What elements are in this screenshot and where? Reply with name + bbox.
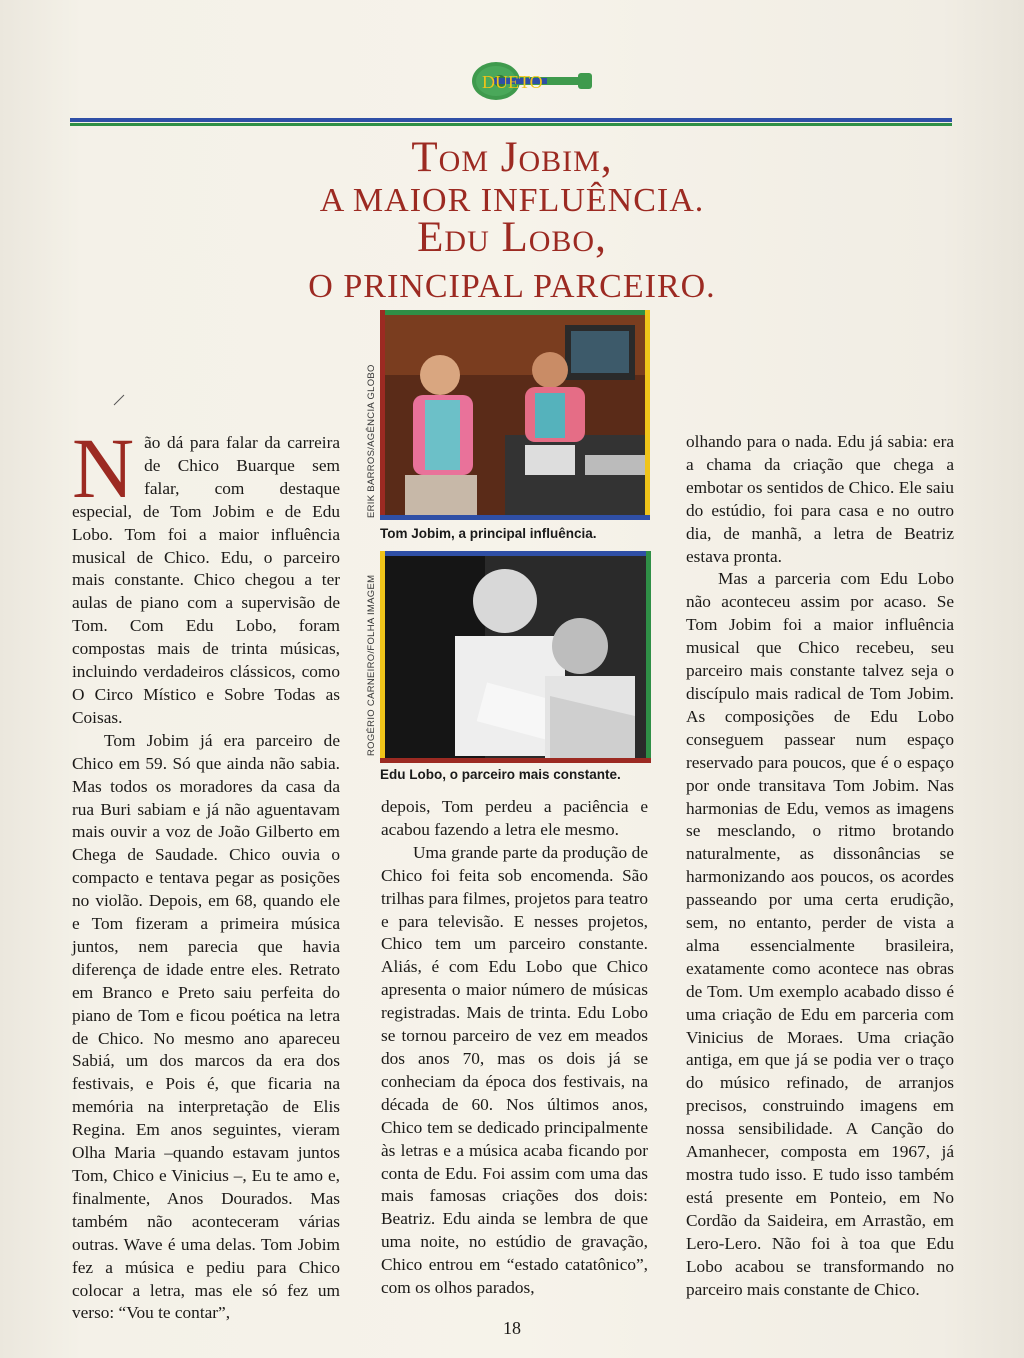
badge-label-text: DUETO: [482, 72, 543, 92]
col2-paragraph-1: depois, Tom perdeu a paciência e acabou fazendo a letra ele mesmo.: [381, 797, 648, 839]
article-column-3: [686, 431, 954, 1301]
page-number: 18: [503, 1318, 521, 1338]
photo-credit-1: ERIK BARROS/AGÊNCIA GLOBO: [366, 364, 377, 518]
article-column-1: [72, 420, 340, 1325]
header-rule-blue: [70, 118, 952, 122]
photo-credit-2: ROGÉRIO CARNEIRO/FOLHA IMAGEM: [366, 574, 377, 756]
photo-caption-2: Edu Lobo, o parceiro mais constante.: [380, 767, 621, 782]
header-rule-green: [70, 123, 952, 126]
decorative-mark: [112, 393, 126, 407]
photo-tom-jobim-frame: [380, 310, 650, 520]
col1-paragraph-2: Tom Jobim já era parceiro de Chico em 59. Só que ainda não sabia. Mas todos os moradores da casa da rua Buri sabiam e já não aguentavam mais ouvir a voz de João Gilberto em Chega de Saudade. Chico ouvia o compacto e tentava pegar as posições no violão. Depois, em 68, quando ele e Tom fizeram a primeira música juntos, nem parecia que havia diferença de idade entre eles. Retrato em Branco e Preto saiu perfeita do piano de Tom e ficou poética na letra de Chico. No mesmo ano apareceu Sabiá, um dos marcos da era dos festivais, e Pois é, que ficaria na memória na interpretação de Elis Regina. Em anos seguintes, vieram Olha Maria –quando estavam juntos Tom, Chico e Vinicius –, Eu te amo e, finalmente, Anos Dourados. Mas também não aconteceram várias outras. Wave é uma delas. Tom Jobim fez a música e pediu para Chico colocar a letra, mas ele só fez um verso: “Vou te contar”,: [72, 730, 340, 1323]
photo-caption-1: Tom Jobim, a principal influência.: [380, 526, 597, 541]
photo-edu-lobo-frame: [380, 551, 651, 763]
dueto-guitar-badge: [470, 60, 595, 102]
drop-cap: N: [72, 420, 135, 516]
article-column-2: [381, 796, 648, 1300]
headline-line-2: A MAIOR INFLUÊNCIA.: [319, 182, 705, 219]
photo-edu-lobo: [385, 556, 646, 758]
headline-line-3: Edu Lobo,: [417, 214, 607, 261]
headline-line-1: Tom Jobim,: [411, 134, 613, 181]
col2-paragraph-2: Uma grande parte da produção de Chico foi feita sob encomenda. São trilhas para filmes, projetos para teatro e para televisão. E nesses projetos, Chico tem um parceiro constante. Aliás, é com Edu Lobo que Chico apresenta o maior número de músicas registradas. Mais de trinta. Edu Lobo se tornou parceiro de vez em meados dos anos 70, mas os dois já se conheciam da época dos festivais, na década de 60. Nos últimos anos, Chico tem se dedicado principalmente às letras e a música acaba ficando por conta de Edu. Foi assim com uma das mais famosas criações dos dois: Beatriz. Edu ainda se lembra de que uma noite, no estúdio de gravação, Chico entrou em “estado catatônico”, com os olhos parados,: [381, 842, 648, 1298]
col3-paragraph-2: Mas a parceria com Edu Lobo não aconteceu assim por acaso. Se Tom Jobim foi a maior influência musical que Chico recebeu, seu parceiro mais constante talvez seja o discípulo mais radical de Tom Jobim. As composições de Edu Lobo conseguem passear num espaço reservado para poucos, que é o espaço por onde transitava Tom Jobim. Nas harmonias de Edu, vemos as imagens se mesclando, o ritmo brotando naturalmente, as dissonâncias se harmonizando aos poucos, os acordes passeando por uma certa erudição, sem, no entanto, perder de vista a alma essencialmente brasileira, exatamente como acontece nas obras de Tom. Um exemplo acabado disso é uma criação de Edu em parceria com Vinicius de Moraes. Uma criação antiga, em que já se podia ver o traço do músico refinado, de arranjos precisos, construindo imagens em nossa sensibilidade. A Canção do Amanhecer, composta em 1967, já mostra tudo isso. E tudo isso também está presente em Ponteio, em No Cordão da Saideira, em Arrastão, em Lero-Lero. Não foi à toa que Edu Lobo acabou se transformando no parceiro mais constante de Chico.: [686, 569, 954, 1299]
col3-paragraph-1: olhando para o nada. Edu já sabia: era a chama da criação que chega a embotar os sentidos de Chico. Ele saiu do estúdio, foi para casa e no outro dia, de manhã, a letra de Beatriz estava pronta.: [686, 432, 954, 566]
headline-line-4: O PRINCIPAL PARCEIRO.: [308, 268, 716, 305]
col1-paragraph-1: ão dá para falar da carreira de Chico Buarque sem falar, com destaque especial, de Tom Jobim e de Edu Lobo. Tom foi a maior influência musical de Chico. Edu, o parceiro mais constante. Chico chegou a ter aulas de piano com a supervisão de Tom. Com Edu Lobo, foram compostas mais de trinta músicas, incluindo verdadeiros clássicos, como O Circo Místico e Sobre Todas as Coisas.: [72, 433, 340, 727]
photo-tom-jobim: [385, 315, 645, 515]
